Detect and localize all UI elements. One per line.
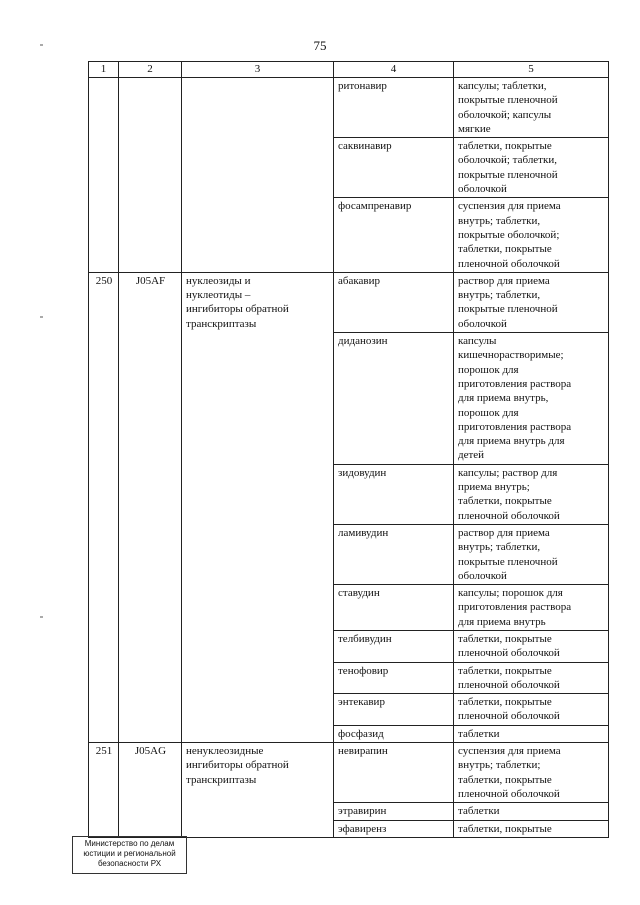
dosage-form-cell: раствор для приема внутрь; таблетки, покрытые пленочной оболочкой — [454, 524, 609, 584]
dosage-form-cell: капсулы кишечнорастворимые; порошок для приготовления раствора для приема внутрь, порошок для приготовления раствора для приема внутрь для детей — [454, 333, 609, 465]
drug-name-cell: ставудин — [334, 585, 454, 631]
row-number-cell: 251 — [89, 743, 119, 838]
stamp-line: безопасности РХ — [97, 859, 162, 868]
drug-name-cell: абакавир — [334, 272, 454, 332]
column-header: 2 — [119, 62, 182, 78]
dosage-form-cell: таблетки, покрытые пленочной оболочкой — [454, 662, 609, 694]
table-header-row — [89, 62, 609, 78]
drug-name-cell: ритонавир — [334, 78, 454, 138]
drug-name-cell: ламивудин — [334, 524, 454, 584]
row-number-cell: 250 — [89, 272, 119, 742]
dosage-form-cell: таблетки — [454, 725, 609, 742]
group-name-cell: нуклеозиды и нуклеотиды – ингибиторы обратной транскриптазы — [182, 272, 334, 742]
drug-name-cell: энтекавир — [334, 694, 454, 726]
table-row — [89, 743, 609, 803]
dosage-form-cell: таблетки, покрытые пленочной оболочкой — [454, 694, 609, 726]
drug-name-cell: этравирин — [334, 803, 454, 820]
atc-code-cell: J05AG — [119, 743, 182, 838]
dosage-form-cell: суспензия для приема внутрь; таблетки, покрытые оболочкой; таблетки, покрытые пленочной оболочкой — [454, 198, 609, 272]
drug-name-cell: зидовудин — [334, 464, 454, 524]
group-name-cell: ненуклеозидные ингибиторы обратной транскриптазы — [182, 743, 334, 838]
drug-name-cell: саквинавир — [334, 138, 454, 198]
drug-name-cell: диданозин — [334, 333, 454, 465]
scan-speck — [40, 616, 43, 618]
scan-speck — [40, 316, 43, 318]
page-number: 75 — [313, 38, 327, 53]
drug-name-cell: фосампренавир — [334, 198, 454, 272]
drug-name-cell: телбивудин — [334, 630, 454, 662]
stamp-line: юстиции и региональной — [83, 849, 176, 858]
ministry-stamp — [72, 836, 187, 874]
dosage-form-cell: раствор для приема внутрь; таблетки, покрытые пленочной оболочкой — [454, 272, 609, 332]
column-header: 4 — [334, 62, 454, 78]
dosage-form-cell: капсулы; таблетки, покрытые пленочной оболочкой; капсулы мягкие — [454, 78, 609, 138]
dosage-form-cell: капсулы; порошок для приготовления раствора для приема внутрь — [454, 585, 609, 631]
column-header: 3 — [182, 62, 334, 78]
stamp-line: Министерство по делам — [84, 839, 175, 848]
drug-name-cell: тенофовир — [334, 662, 454, 694]
table-row — [89, 78, 609, 138]
dosage-form-cell: таблетки, покрытые оболочкой; таблетки, покрытые пленочной оболочкой — [454, 138, 609, 198]
drug-table — [88, 61, 609, 838]
row-number-cell — [89, 78, 119, 273]
column-header: 5 — [454, 62, 609, 78]
column-header: 1 — [89, 62, 119, 78]
dosage-form-cell: таблетки, покрытые — [454, 820, 609, 837]
dosage-form-cell: таблетки, покрытые пленочной оболочкой — [454, 630, 609, 662]
dosage-form-cell: капсулы; раствор для приема внутрь; таблетки, покрытые пленочной оболочкой — [454, 464, 609, 524]
drug-name-cell: эфавиренз — [334, 820, 454, 837]
table-row — [89, 272, 609, 332]
table-body — [89, 78, 609, 838]
group-name-cell — [182, 78, 334, 273]
dosage-form-cell: суспензия для приема внутрь; таблетки; таблетки, покрытые пленочной оболочкой — [454, 743, 609, 803]
scan-speck — [40, 44, 43, 46]
dosage-form-cell: таблетки — [454, 803, 609, 820]
atc-code-cell — [119, 78, 182, 273]
atc-code-cell: J05AF — [119, 272, 182, 742]
drug-name-cell: фосфазид — [334, 725, 454, 742]
drug-name-cell: невирапин — [334, 743, 454, 803]
